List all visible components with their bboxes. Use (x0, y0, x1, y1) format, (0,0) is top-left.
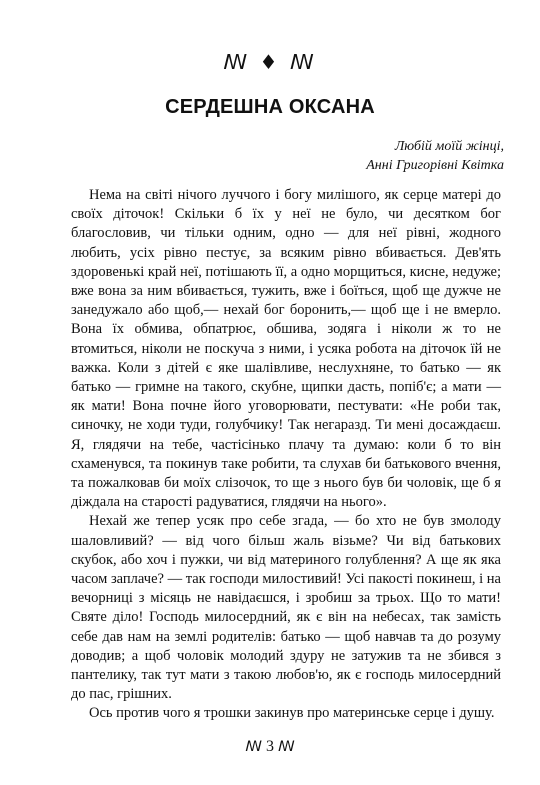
footer-ornament-right: ꟿ (278, 739, 295, 755)
chapter-title: СЕРДЕШНА ОКСАНА (165, 96, 375, 118)
paragraph-3: Ось против чого я трошки закинув про материнське серце і душу. (89, 705, 495, 722)
header-ornament (0, 50, 540, 74)
page-footer (0, 738, 540, 756)
footer-ornament-left: ꟿ (245, 739, 262, 755)
ornament-glyph: ꟿ ♦ ꟿ (223, 50, 317, 74)
paragraph-1: Нема на світі нічого луччого і богу милішого, як серце матері до своїх діточок! Скільки б їх у неї не було, чи десятком бог благословив, чи тільки одним, одно — для неї рівні, жодного любить, усіх рівно пестує, за всяким рівно вбивається. Дев'ять здоровенькі край неї, потішають її, а одно морщиться, кисне, недуже; вже вона за ним вбивається, тужить, вже і боїться, щоб ще дужче не занедужало або щоб,— нехай бог боронить,— щоб ще і не вмерло. Вона їх обмива, обпатрює, обшива, зодяга і ніколи ж то не втомиться, ніколи не поскуча з ними, і усяка робота на діточок їй не важка. Коли з дітей є яке шалівливе, неслухняне, то батько — як батько — гримне на такого, скубне, щипки дасть, попіб'є; а мати — як мати! Вона почне його уговорювати, пестувати: «Не роби так, синочку, не ходи туди, голубчику! Так негаразд. Ти мені досаждаєш. Я, глядячи на тебе, частісінько плачу та думаю: коли б то він схаменувся, та покинув таке робити, та слухав би батькового вчення, та пожалковав би моїх слізочок, то ще з нього був би чоловік, ще б я діждала на старості радуватися, глядячи на нього». (71, 187, 501, 511)
body-text (71, 186, 501, 724)
dedication-line-1: Любій моїй жінці, (394, 139, 504, 154)
paragraph-2: Нехай же тепер усяк про себе згада, — бо хто не був змолоду шаловливий? — від чого більш жаль візьме? Чи від батькових скубок, або хоч і пужки, чи від материного голублення? А ще як яка часом заплаче? — так господи милостивий! Усі пакості покинеш, і на вечорниці з місяць не навідаєшся, і зробиш за трьох. Що то мати! Святе діло! Господь милосердний, як є він на небесах, так замість себе дав нам на землі родителів: батько — щоб навчав та до розуму доводив; а щоб чоловік молодий здуру не затужив та не збився з пантелику, так тут мати з такою любов'ю, як є господь милосердний до пас, грішних. (71, 513, 501, 703)
page-number: 3 (266, 738, 274, 755)
dedication-line-2: Анні Григорівні Квітка (366, 158, 504, 173)
dedication (366, 137, 504, 175)
